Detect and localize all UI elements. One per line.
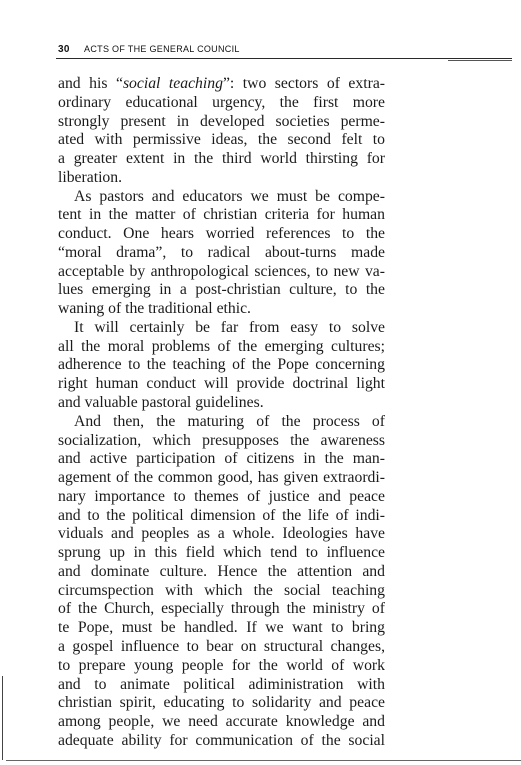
running-head (58, 44, 240, 55)
text-line: viduals and peoples as a whole. Ideologies have (58, 525, 385, 543)
text-line: christian spirit, educating to solidarity and peace (58, 694, 385, 712)
text-line: lues emerging in a post-christian culture, to the (58, 281, 385, 299)
text-line: As pastors and educators we must be compe- (74, 187, 385, 205)
text-line: adherence to the teaching of the Pope concerning (58, 356, 385, 374)
text-line: right human conduct will provide doctrinal light (58, 375, 385, 393)
text-line: nary importance to themes of justice and peace (58, 487, 385, 505)
text-line: circumspection with which the social teaching (58, 581, 385, 599)
text-line: and to the political dimension of the life of indi- (58, 506, 385, 524)
text-line: among people, we need accurate knowledge and (58, 713, 385, 731)
text-line: acceptable by anthropological sciences, to new va- (58, 262, 385, 280)
text-line: agement of the common good, has given extraordi- (58, 469, 385, 487)
page-number: 30 (58, 44, 70, 55)
text-line: socialization, which presupposes the awareness (58, 431, 385, 449)
text-line: and to animate political adiministration with (58, 675, 385, 693)
page-edge-line (2, 676, 3, 760)
text-line: strongly present in developed societies perme- (58, 112, 385, 130)
text-line: It will certainly be far from easy to solve (74, 318, 385, 336)
text-line: and active participation of citizens in the man- (58, 450, 385, 468)
text-line: a gospel influence to bear on structural changes, (58, 637, 385, 655)
bottom-edge-line (6, 760, 521, 761)
text-line: a greater extent in the third world thirsting for (58, 150, 385, 168)
text-line: and his “social teaching”: two sectors of extra- (58, 75, 386, 92)
text-line: ated with permissive ideas, the second felt to (58, 131, 385, 149)
text-line: and dominate culture. Hence the attention and (58, 562, 385, 580)
body-text (58, 75, 385, 751)
text-line: te Pope, must be handled. If we want to bring (58, 619, 385, 637)
text-line: tent in the matter of christian criteria for human (58, 206, 385, 224)
text-line: all the moral problems of the emerging cultures; (58, 337, 385, 355)
text-line: conduct. One hears worried references to the (58, 225, 385, 243)
text-line: ordinary educational urgency, the first more (58, 93, 385, 111)
emphasis: social teaching (122, 75, 223, 92)
text-line: adequate ability for communication of the social (58, 731, 385, 749)
header-rule-secondary (448, 60, 512, 61)
text-line: waning of the traditional ethic. (58, 300, 251, 318)
running-title: ACTS OF THE GENERAL COUNCIL (84, 44, 240, 54)
text-line: to prepare young people for the world of work (58, 656, 385, 674)
text-line: And then, the maturing of the process of (74, 412, 385, 430)
header-rule (56, 58, 512, 59)
text-line: and valuable pastoral guidelines. (58, 394, 264, 412)
text-line: sprung up in this field which tend to influence (58, 544, 385, 562)
text-line: of the Church, especially through the ministry of (58, 600, 385, 618)
text-line: liberation. (58, 168, 123, 186)
text-line: “moral drama”, to radical about-turns made (58, 243, 385, 261)
